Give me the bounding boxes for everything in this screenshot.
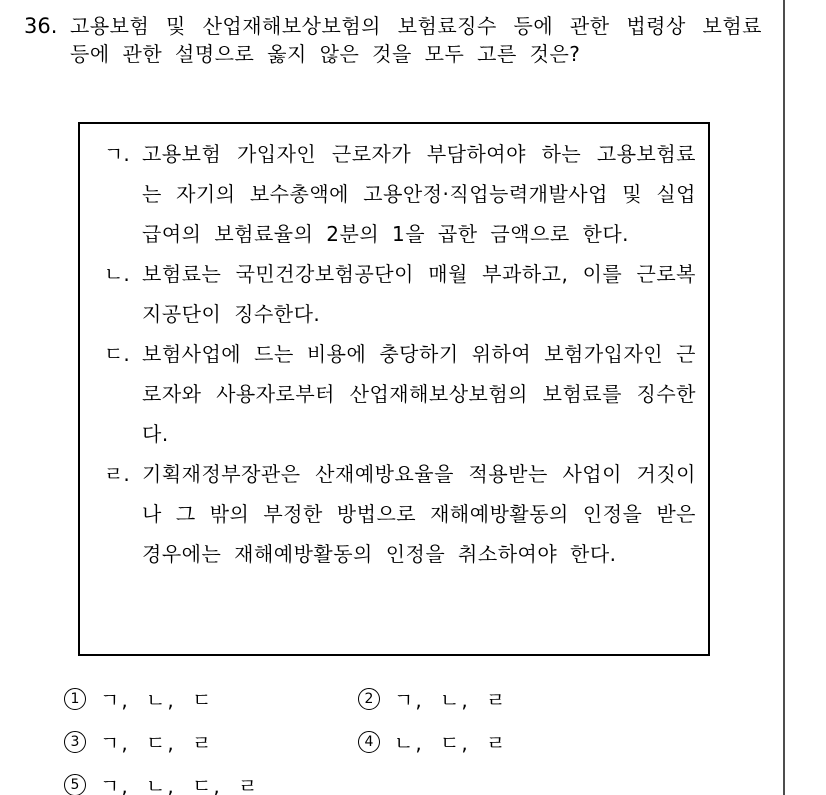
choice-5-text: ㄱ, ㄴ, ㄷ, ㄹ bbox=[100, 774, 260, 795]
choice-3[interactable] bbox=[64, 727, 358, 756]
item-marker: ㄱ. bbox=[104, 142, 130, 166]
choice-1-circle-icon: 1 bbox=[64, 688, 86, 710]
item-text: 보험사업에 드는 비용에 충당하기 위하여 보험가입자인 근로자와 사용자로부터 산업재해보상보험의 보험료를 징수한다. bbox=[142, 342, 696, 446]
items-box bbox=[78, 122, 710, 656]
choice-5-circle-icon: 5 bbox=[64, 774, 86, 795]
choice-2-circle-icon: 2 bbox=[358, 688, 380, 710]
column-divider bbox=[783, 0, 785, 795]
box-item-rieul bbox=[80, 454, 696, 574]
item-text: 보험료는 국민건강보험공단이 매월 부과하고, 이를 근로복지공단이 징수한다. bbox=[142, 262, 696, 326]
choice-2[interactable] bbox=[358, 684, 724, 713]
item-marker: ㄷ. bbox=[104, 342, 130, 366]
box-item-nieun bbox=[80, 254, 696, 334]
choice-2-text: ㄱ, ㄴ, ㄹ bbox=[394, 688, 508, 712]
item-text: 기획재정부장관은 산재예방요율을 적용받는 사업이 거짓이나 그 밖의 부정한 방법으로 재해예방활동의 인정을 받은 경우에는 재해예방활동의 인정을 취소하여야 한다. bbox=[142, 462, 696, 566]
box-item-digeut bbox=[80, 334, 696, 454]
question-text: 고용보험 및 산업재해보상보험의 보험료징수 등에 관한 법령상 보험료 등에 관한 설명으로 옳지 않은 것을 모두 고른 것은? bbox=[70, 14, 762, 66]
choice-3-text: ㄱ, ㄷ, ㄹ bbox=[100, 731, 214, 755]
answer-choices bbox=[64, 684, 724, 795]
question-number: 36. bbox=[24, 14, 58, 38]
choice-4[interactable] bbox=[358, 727, 724, 756]
choice-5[interactable] bbox=[64, 770, 358, 795]
choice-1-text: ㄱ, ㄴ, ㄷ bbox=[100, 688, 214, 712]
item-marker: ㄴ. bbox=[104, 262, 130, 286]
item-marker: ㄹ. bbox=[104, 462, 130, 486]
choice-4-text: ㄴ, ㄷ, ㄹ bbox=[394, 731, 508, 755]
item-text: 고용보험 가입자인 근로자가 부담하여야 하는 고용보험료는 자기의 보수총액에 고용안정·직업능력개발사업 및 실업급여의 보험료율의 2분의 1을 곱한 금액으로 한다. bbox=[142, 142, 696, 246]
question-block bbox=[24, 12, 762, 68]
choice-3-circle-icon: 3 bbox=[64, 731, 86, 753]
choice-4-circle-icon: 4 bbox=[358, 731, 380, 753]
box-item-giyeok bbox=[80, 134, 696, 254]
choice-1[interactable] bbox=[64, 684, 358, 713]
